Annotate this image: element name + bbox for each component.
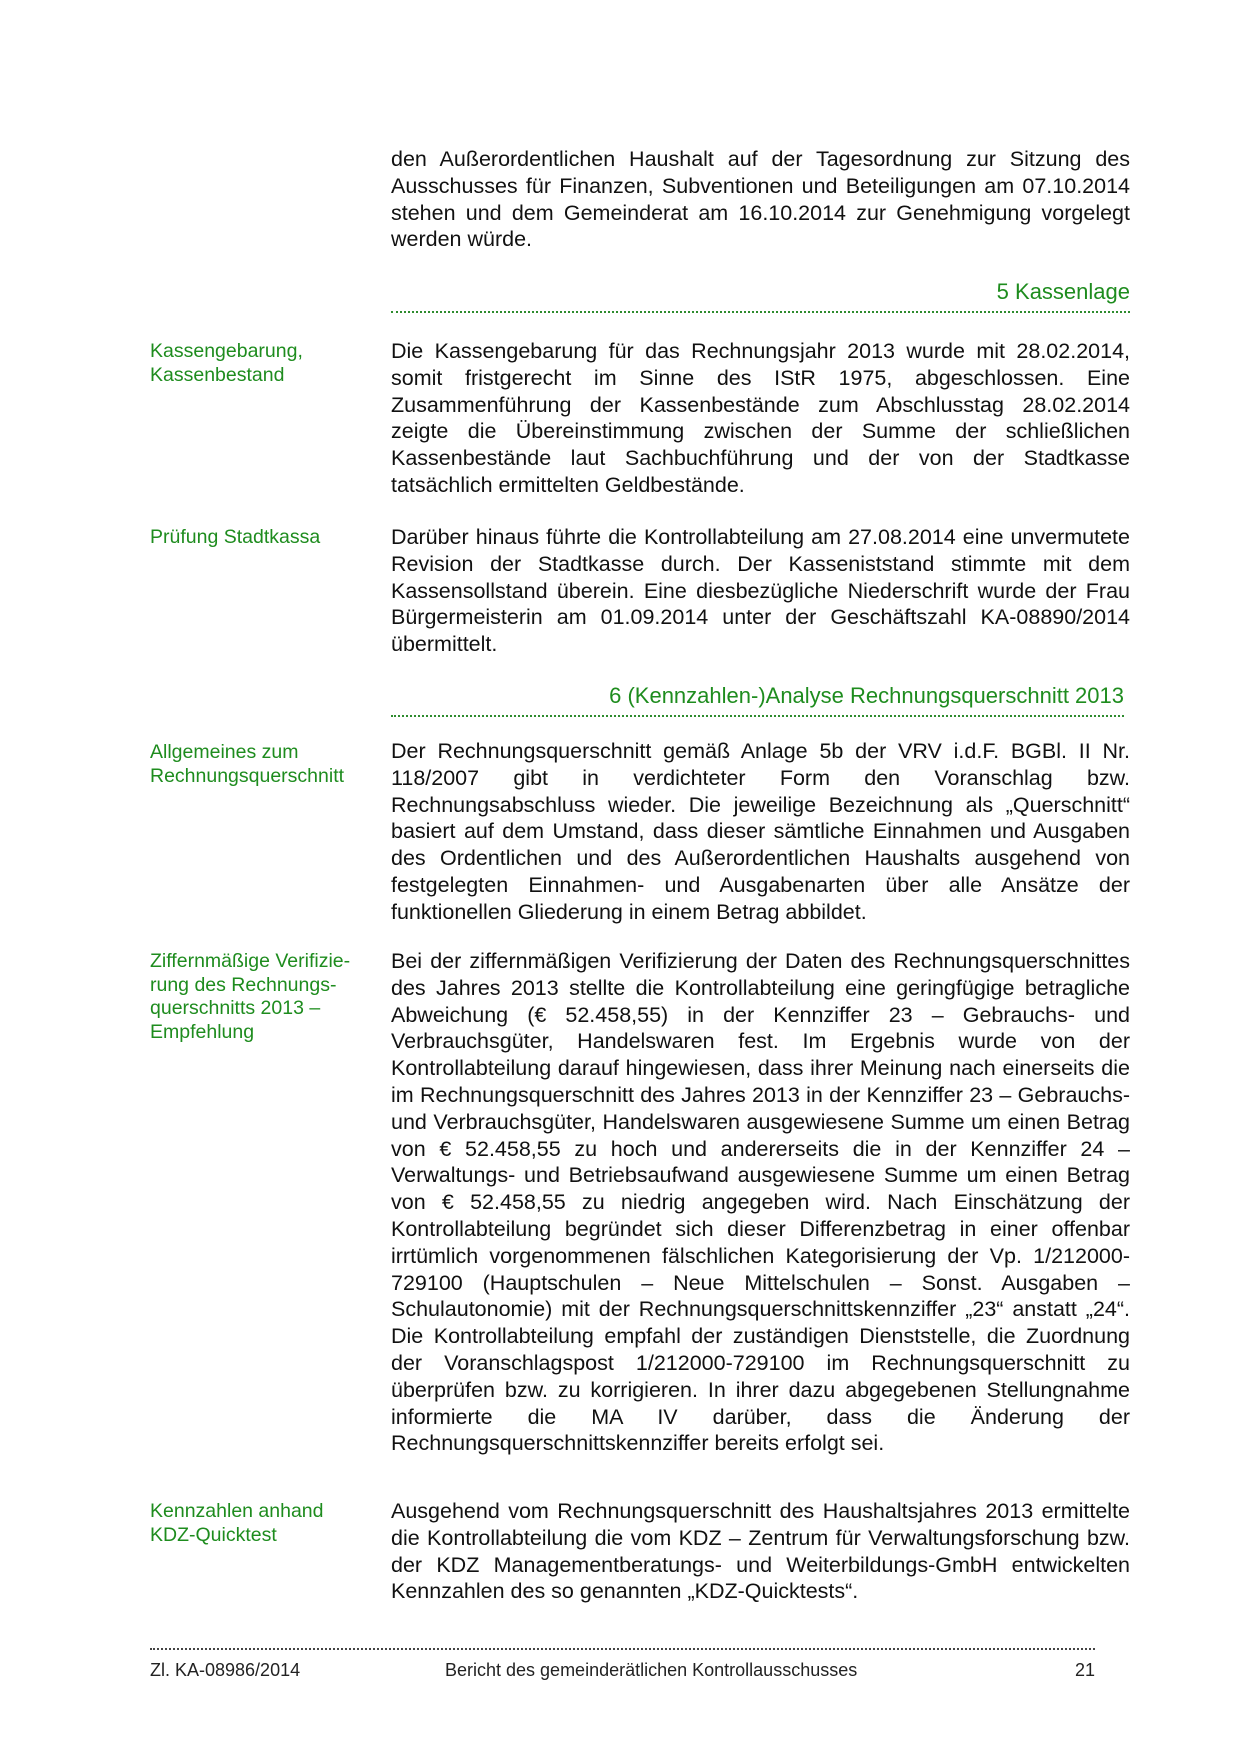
footer-divider [150, 1648, 1095, 1650]
margin-note-line: Empfehlung [150, 1020, 255, 1043]
margin-note-line: Kennzahlen anhand [150, 1500, 324, 1522]
paragraph-allgemeines: Der Rechnungsquerschnitt gemäß Anlage 5b der VRV i.d.F. BGBl. II Nr. 118/2007 gibt in verdichteter Form den Voranschlag bzw. Rechnungsabschluss wieder. Die jeweilige Bezeichnung als „Querschnitt“ basiert auf dem Umstand, dass dieser sämtliche Einnahmen und Ausgaben des Ordentlichen und des Außerordentlichen Haushalts ausgehend von festgelegten Einnahmen- und Ausgabenarten über alle Ansätze der funktionellen Gliederung in einem Betrag abbildet. [391, 739, 1130, 924]
margin-note-kassengebarung [150, 340, 380, 387]
margin-note-line: Ziffernmäßige Verifizie- [150, 950, 351, 972]
section-5-heading: 5 Kassenlage [391, 279, 1130, 313]
intro-paragraph: den Außerordentlichen Haushalt auf der Tagesordnung zur Sitzung des Ausschusses für Finanzen, Subventionen und Beteiligungen am 07.10.2014 stehen und dem Gemeinderat am 16.10.2014 zur Genehmigung vorgelegt werden würde. [391, 147, 1130, 252]
margin-note-allgemeines [150, 741, 380, 788]
margin-note-line: Rechnungsquerschnitt [150, 764, 345, 787]
section-6-heading: 6 (Kennzahlen-)Analyse Rechnungsquerschnitt 2013 [391, 683, 1124, 717]
page-number: 21 [1074, 1660, 1095, 1680]
paragraph-kassengebarung: Die Kassengebarung für das Rechnungsjahr 2013 wurde mit 28.02.2014, somit fristgerecht im Sinne des IStR 1975, abgeschlossen. Eine Zusammenführung der Kassenbestände zum Abschlusstag 28.02.2014 zeigte die Übereinstimmung zwischen der Summe der schließlichen Kassenbestände laut Sachbuchführung und der von der Stadtkasse tatsächlich ermittelten Geldbestände. [391, 339, 1130, 497]
margin-note-line: querschnitts 2013 – [150, 997, 321, 1019]
paragraph-pruefung-stadtkassa: Darüber hinaus führte die Kontrollabteilung am 27.08.2014 eine unvermutete Revision der Stadtkasse durch. Der Kasseniststand stimmte mit dem Kassensollstand überein. Eine diesbezügliche Niederschrift wurde der Frau Bürgermeisterin am 01.09.2014 unter der Geschäftszahl KA-08890/2014 übermittelt. [391, 525, 1130, 657]
margin-note-verifizierung [150, 950, 380, 1044]
paragraph-kennzahlen-kdz: Ausgehend vom Rechnungsquerschnitt des Haushaltsjahres 2013 ermittelte die Kontrollabteilung die vom KDZ – Zentrum für Verwaltungsforschung bzw. der KDZ Managementberatungs- und Weiterbildungs-GmbH entwickelten Kennzahlen des so genannten „KDZ-Quicktests“. [391, 1499, 1130, 1604]
margin-note-line: Allgemeines zum [150, 741, 299, 763]
margin-note-line: Prüfung Stadtkassa [150, 526, 321, 548]
margin-note-line: Kassengebarung, [150, 340, 303, 362]
footer-title: Bericht des gemeinderätlichen Kontrollausschusses [445, 1660, 858, 1680]
margin-note-line: rung des Rechnungs- [150, 973, 337, 996]
paragraph-verifizierung: Bei der ziffernmäßigen Verifizierung der Daten des Rechnungsquerschnittes des Jahres 2013 stellte die Kontrollabteilung eine geringfügige betragliche Abweichung (€ 52.458,55) in der Kennziffer 23 – Gebrauchs- und Verbrauchsgüter, Handelswaren fest. Im Ergebnis wurde von der Kontrollabteilung darauf hingewiesen, dass ihrer Meinung nach einerseits die im Rechnungsquerschnitt des Jahres 2013 in der Kennziffer 23 – Gebrauchs- und Verbrauchsgüter, Handelswaren ausgewiesene Summe um einen Betrag von € 52.458,55 zu hoch und andererseits die in der Kennziffer 24 – Verwaltungs- und Betriebsaufwand ausgewiesene Summe um einen Betrag von € 52.458,55 zu niedrig angegeben wird. Nach Einschätzung der Kontrollabteilung begründet sich dieser Differenzbetrag in einer offenbar irrtümlich vorgenommenen fälschlichen Kategorisierung der Vp. 1/212000-729100 (Hauptschulen – Neue Mittelschulen – Sonst. Ausgaben – Schulautonomie) mit der Rechnungsquerschnittskennziffer „23“ anstatt „24“. Die Kontrollabteilung empfahl der zuständigen Dienststelle, die Zuordnung der Voranschlagspost 1/212000-729100 im Rechnungsquerschnitt zu überprüfen bzw. zu korrigieren. In ihrer dazu abgegebenen Stellungnahme informierte die MA IV darüber, dass die Änderung der Rechnungsquerschnittskennziffer bereits erfolgt sei. [391, 949, 1130, 1456]
margin-note-line: Kassenbestand [150, 363, 285, 386]
margin-note-pruefung-stadtkassa [150, 526, 380, 550]
margin-note-kennzahlen-kdz [150, 1500, 380, 1547]
margin-note-line: KDZ-Quicktest [150, 1523, 277, 1546]
footer-reference: Zl. KA-08986/2014 [150, 1660, 301, 1680]
